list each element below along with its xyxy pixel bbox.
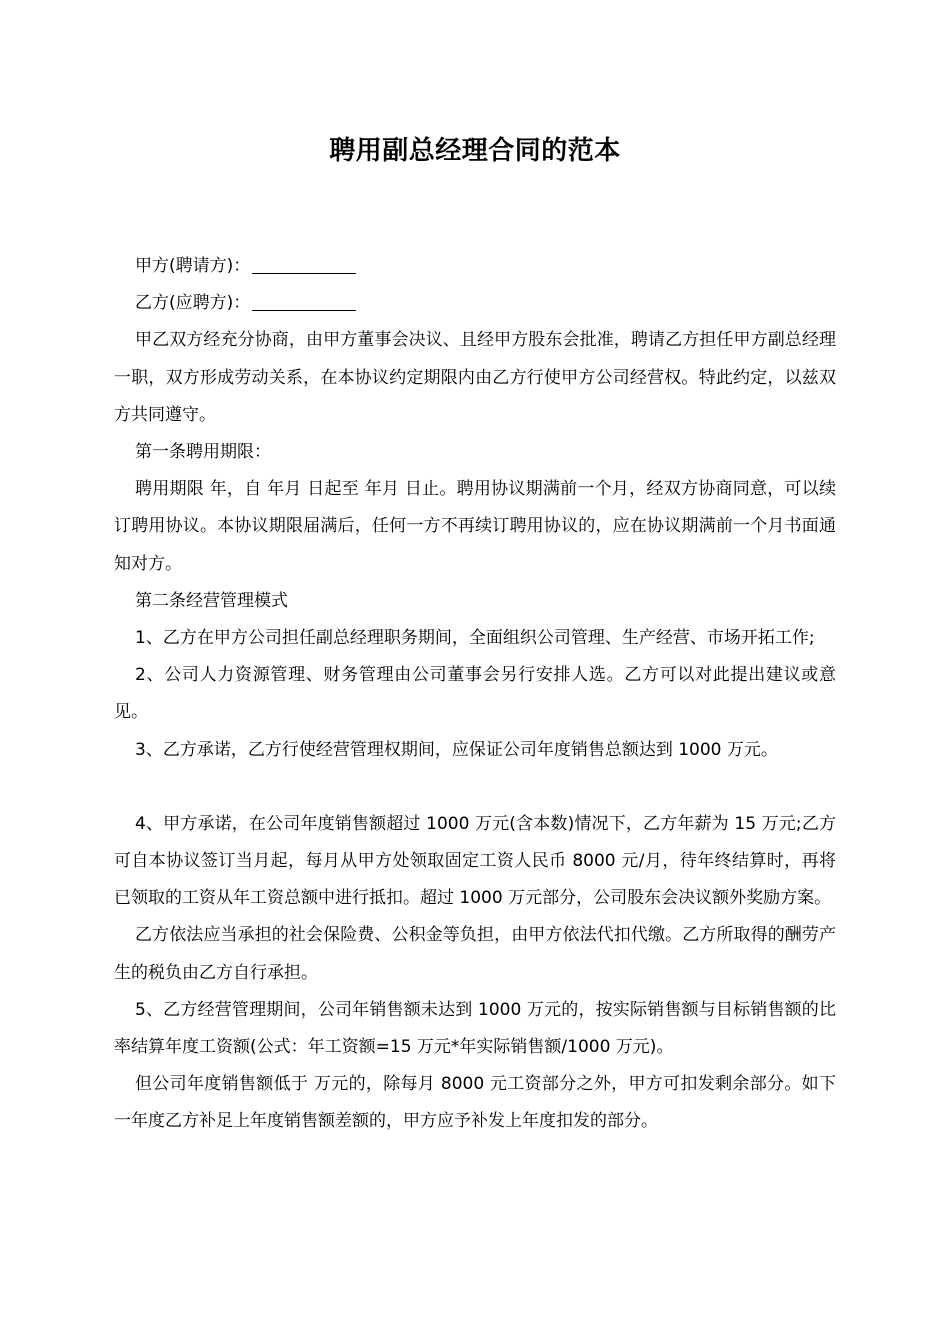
paragraph-insurance: 乙方依法应当承担的社会保险费、公积金等负担，由甲方依法代扣代缴。乙方所取得的酬劳产生的税负由乙方自行承担。 xyxy=(114,925,836,983)
paragraph-intro: 甲乙双方经充分协商，由甲方董事会决议、且经甲方股东会批准，聘请乙方担任甲方副总经理一职，双方形成劳动关系，在本协议约定期限内由乙方行使甲方公司经营权。特此约定，以兹双方共同遵守。 xyxy=(114,330,836,425)
clause-3: 3、乙方承诺，乙方行使经营管理权期间，应保证公司年度销售总额达到 1000 万元。 xyxy=(135,739,778,760)
document-title: 聘用副总经理合同的范本 xyxy=(329,136,621,166)
party-b-label: 乙方(应聘方)： xyxy=(135,293,251,314)
party-a-label: 甲方(聘请方)： xyxy=(135,256,251,276)
clause-4: 4、甲方承诺，在公司年度销售额超过 1000 万元(含本数)情况下，乙方年薪为 15 万元;乙方可自本协议签订当月起，每月从甲方处领取固定工资人民币 8000 元/月，待年终结算时，再将已领取的工资从年工资总额中进行抵扣。超过 1000 万元部分，公司股东会决议额外奖励方案。 xyxy=(114,813,836,909)
clause-2: 2、公司人力资源管理、财务管理由公司董事会另行安排人选。乙方可以对此提出建议或意见。 xyxy=(114,665,836,723)
party-a-blank xyxy=(252,255,356,274)
clause-1: 1、乙方在甲方公司担任副总经理职务期间，全面组织公司管理、生产经营、市场开拓工作; xyxy=(135,628,815,649)
document-body xyxy=(114,248,836,1141)
article-1-heading: 第一条聘用期限： xyxy=(135,442,271,463)
paragraph-term: 聘用期限 年，自 年月 日起至 年月 日止。聘用协议期满前一个月，经双方协商同意，可以续订聘用协议。本协议期限届满后，任何一方不再续订聘用协议的，应在协议期满前一个月书面通知对方。 xyxy=(114,479,836,574)
party-a-line xyxy=(114,248,836,285)
clause-5: 5、乙方经营管理期间，公司年销售额未达到 1000 万元的，按实际销售额与目标销售额的比率结算年度工资额(公式：年工资额=15 万元*年实际销售额/1000 万元)。 xyxy=(114,999,836,1058)
party-b-line xyxy=(114,285,836,322)
paragraph-deduction: 但公司年度销售额低于 万元的，除每月 8000 元工资部分之外，甲方可扣发剩余部分。如下一年度乙方补足上年度销售额差额的，甲方应予补发上年度扣发的部分。 xyxy=(114,1074,836,1132)
party-b-blank xyxy=(252,292,356,311)
article-2-heading: 第二条经营管理模式 xyxy=(135,590,288,611)
